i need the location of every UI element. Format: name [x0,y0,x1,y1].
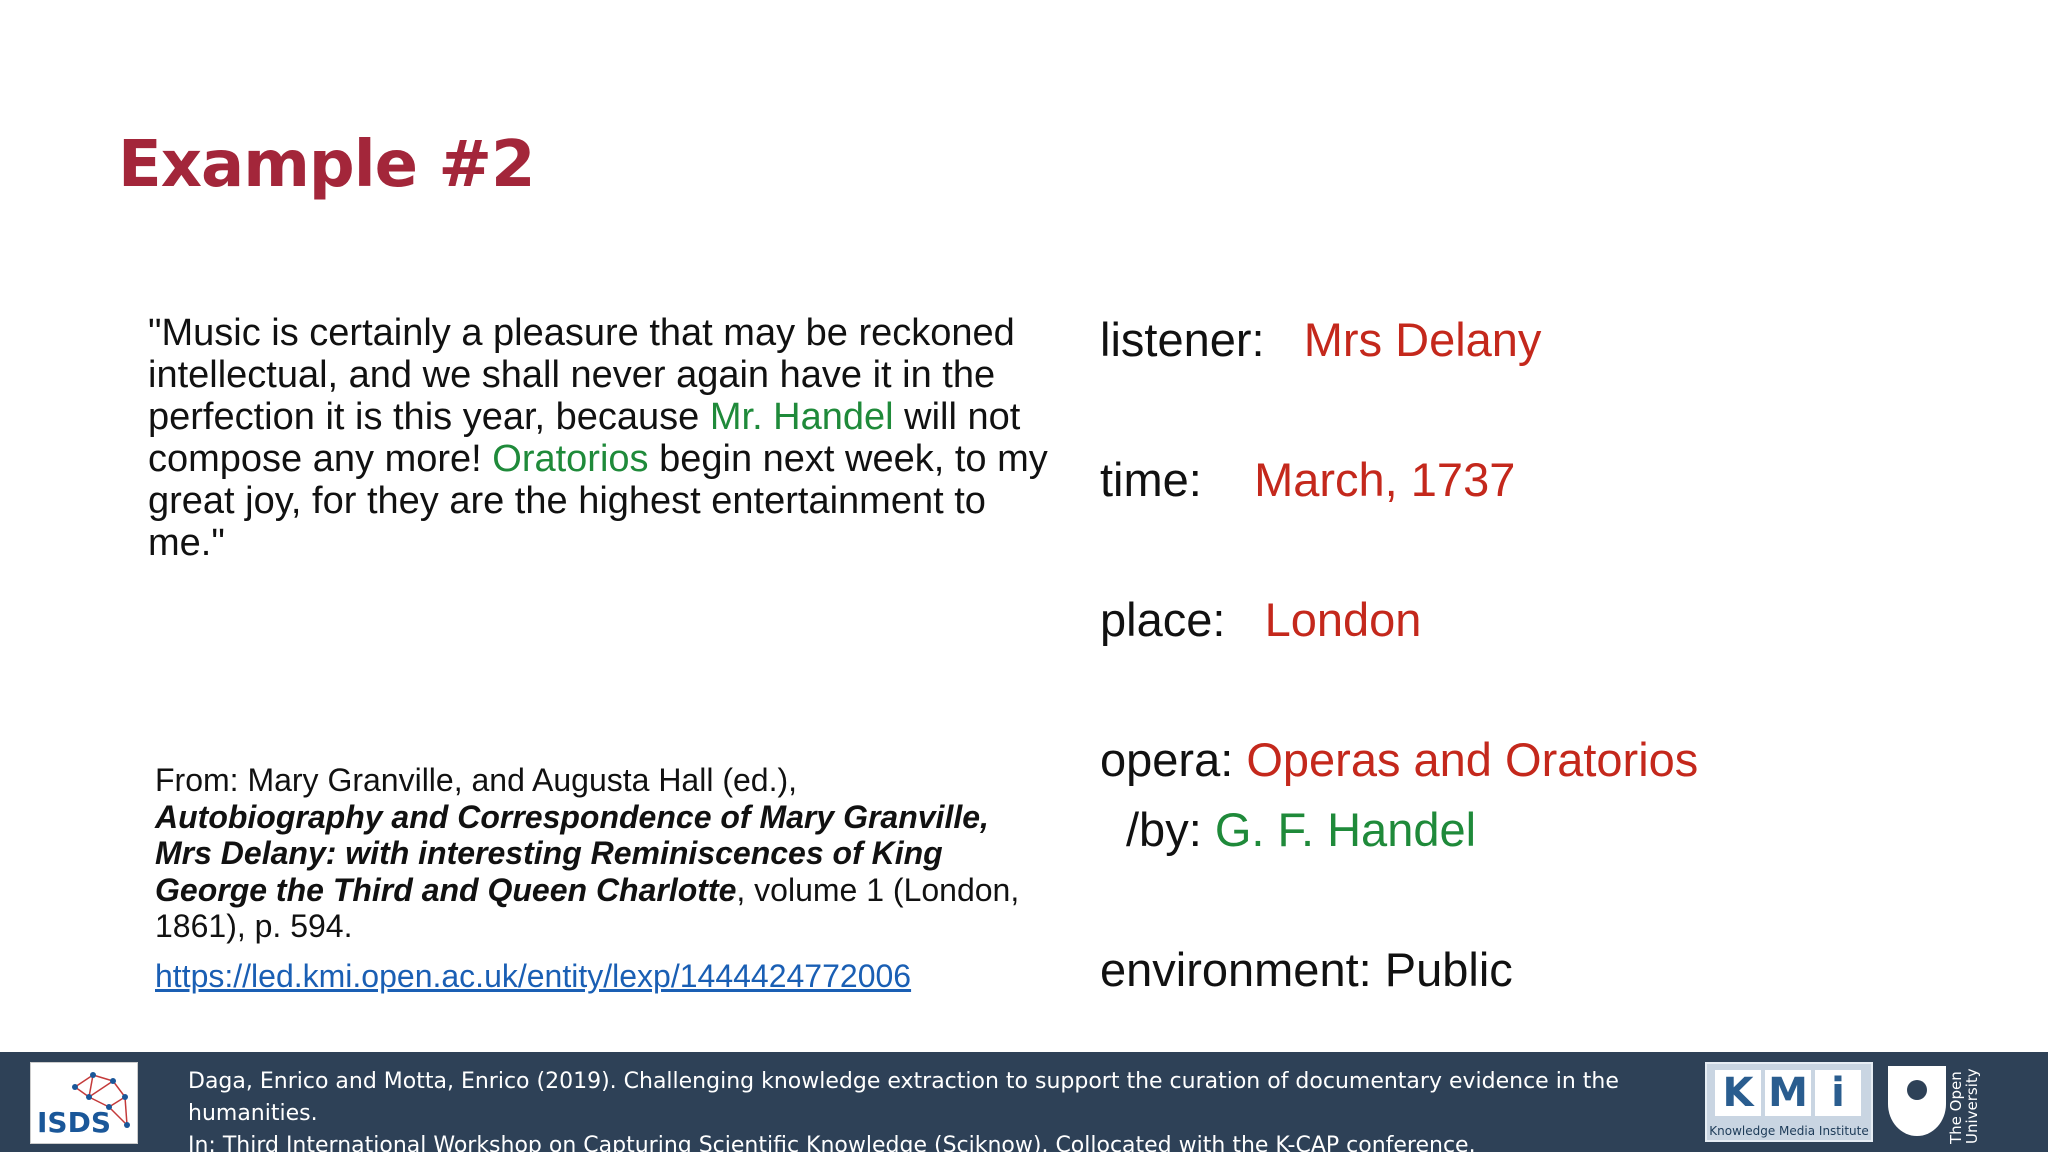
time-value: March, 1737 [1254,453,1516,506]
place-value: London [1264,593,1422,646]
listener-value: Mrs Delany [1303,313,1542,366]
field-environment [1100,942,1513,997]
by-label: /by: [1126,803,1202,856]
opera-value: Operas and Oratorios [1246,733,1699,786]
citation-line-1: Daga, Enrico and Motta, Enrico (2019). Challenging knowledge extraction to support the curation of documentary evidence in the humanities. [188,1069,1619,1126]
source-prefix: From: Mary Granville, and Augusta Hall (ed.), [155,762,798,798]
environment-value: Public [1384,943,1513,996]
open-university-shield-icon [1884,1064,1950,1140]
source-citation [155,762,1035,945]
quote-part-2: will not compose any more! [148,396,1021,480]
kmi-letter-m: M [1765,1070,1811,1116]
kmi-letter-i: i [1815,1070,1861,1116]
time-label: time: [1100,453,1202,506]
quote-part-3: begin next week, to my great joy, for they are the highest entertainment to me." [148,438,1048,564]
open-university-text: The Open University [1947,1068,1981,1144]
opera-label: opera: [1100,733,1234,786]
kmi-logo [1705,1062,1873,1142]
environment-label: environment: [1100,943,1372,996]
listener-label: listener: [1100,313,1265,366]
kmi-caption: Knowledge Media Institute [1709,1124,1869,1138]
field-time [1100,452,1515,507]
slide-title: Example #2 [118,128,535,202]
field-opera [1100,732,1698,787]
field-place [1100,592,1421,647]
entity-oratorios: Oratorios [492,438,649,480]
field-by [1126,802,1476,857]
source-link[interactable]: https://led.kmi.open.ac.uk/entity/lexp/1444424772006 [155,958,912,994]
source-suffix: , volume 1 (London, 1861), p. 594. [155,871,1020,944]
kmi-letter-k: K [1715,1070,1761,1116]
quote-text [148,312,1048,564]
footer-citation [188,1066,1668,1162]
source-book-title: Autobiography and Correspondence of Mary Granville, Mrs Delany: with interesting Reminiscences of King George the Third and Queen Charlotte [155,798,989,908]
isds-logo-text: ISDS [37,1106,111,1139]
citation-line-2: In: Third International Workshop on Capturing Scientific Knowledge (Sciknow). Collocated with the K-CAP conference. [188,1133,1476,1158]
quote-part-1: "Music is certainly a pleasure that may be reckoned intellectual, and we shall never again have it in the perfection it is this year, because [148,312,1015,438]
entity-handel: Mr. Handel [709,396,894,438]
place-label: place: [1100,593,1226,646]
isds-logo [30,1062,138,1144]
by-value: G. F. Handel [1214,803,1477,856]
field-listener [1100,312,1541,367]
footer-bar [0,1052,2048,1158]
